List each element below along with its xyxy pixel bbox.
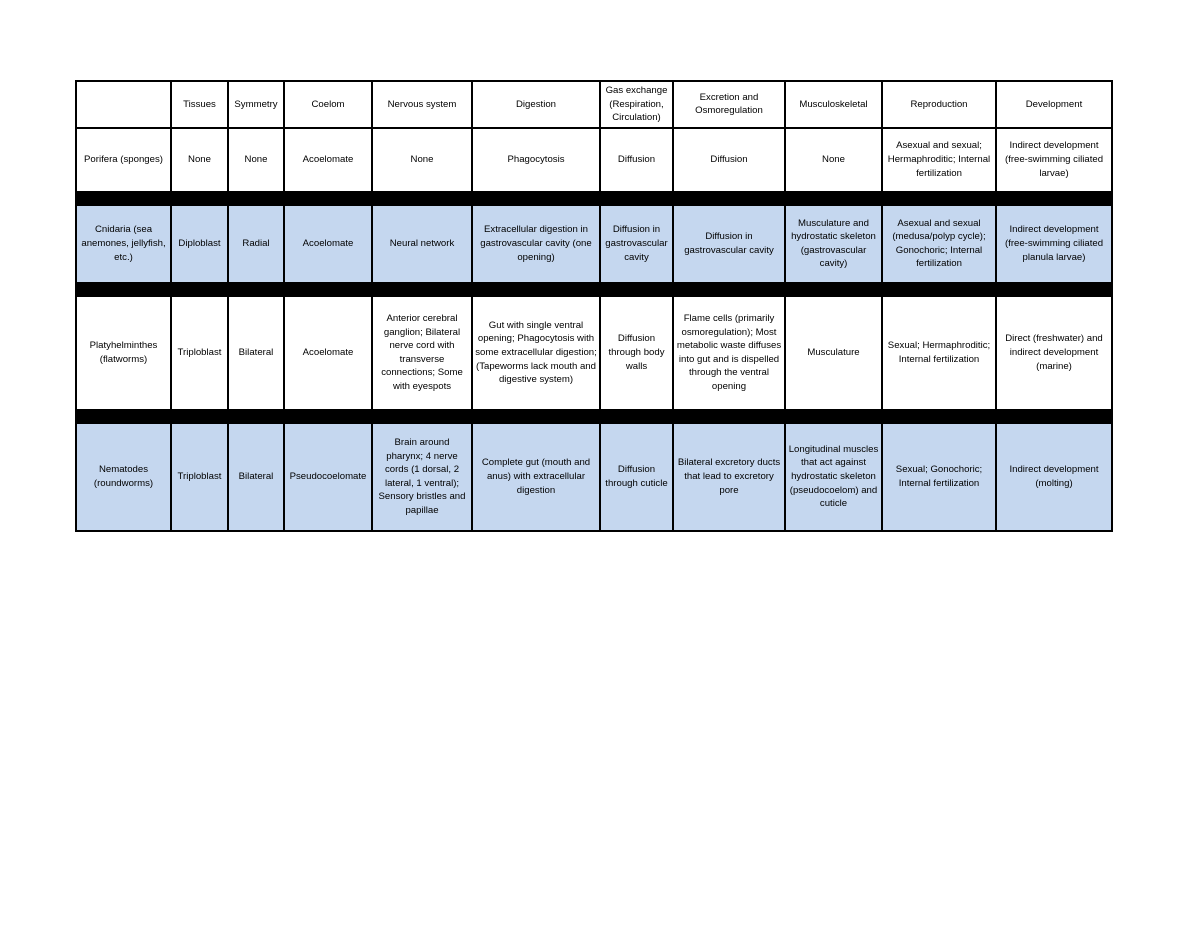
separator-bar <box>76 192 1112 205</box>
reproduction-cell: Sexual; Gonochoric; Internal fertilization <box>882 423 996 531</box>
header-cell-development: Development <box>996 81 1112 128</box>
excretion-cell: Diffusion in gastrovascular cavity <box>673 205 785 283</box>
gas-exchange-cell: Diffusion <box>600 128 673 192</box>
digestion-cell: Complete gut (mouth and anus) with extracellular digestion <box>472 423 600 531</box>
separator-row <box>76 192 1112 205</box>
separator-row <box>76 410 1112 423</box>
tissues-cell: Triploblast <box>171 423 228 531</box>
excretion-cell: Flame cells (primarily osmoregulation); Most metabolic waste diffuses into gut and is dispelled through the ventral opening <box>673 296 785 410</box>
gas-exchange-cell: Diffusion through body walls <box>600 296 673 410</box>
musculoskeletal-cell: Longitudinal muscles that act against hydrostatic skeleton (pseudocoelom) and cuticle <box>785 423 882 531</box>
nervous-system-cell: Neural network <box>372 205 472 283</box>
digestion-cell: Gut with single ventral opening; Phagocytosis with some extracellular digestion; (Tapeworms lack mouth and digestive system) <box>472 296 600 410</box>
header-cell-symmetry: Symmetry <box>228 81 284 128</box>
table-row-nematodes <box>76 423 1112 531</box>
separator-bar <box>76 283 1112 296</box>
tissues-cell: Diploblast <box>171 205 228 283</box>
symmetry-cell: Bilateral <box>228 296 284 410</box>
header-cell-reproduction: Reproduction <box>882 81 996 128</box>
table-row-cnidaria <box>76 205 1112 283</box>
excretion-cell: Diffusion <box>673 128 785 192</box>
digestion-cell: Phagocytosis <box>472 128 600 192</box>
musculoskeletal-cell: Musculature and hydrostatic skeleton (gastrovascular cavity) <box>785 205 882 283</box>
development-cell: Direct (freshwater) and indirect development (marine) <box>996 296 1112 410</box>
header-cell-tissues: Tissues <box>171 81 228 128</box>
row-label-cell: Porifera (sponges) <box>76 128 171 192</box>
row-label-cell: Platyhelminthes (flatworms) <box>76 296 171 410</box>
header-row <box>76 81 1112 128</box>
digestion-cell: Extracellular digestion in gastrovascular cavity (one opening) <box>472 205 600 283</box>
header-cell-gas-exchange: Gas exchange (Respiration, Circulation) <box>600 81 673 128</box>
coelom-cell: Acoelomate <box>284 296 372 410</box>
header-cell-nervous-system: Nervous system <box>372 81 472 128</box>
development-cell: Indirect development (free-swimming ciliated larvae) <box>996 128 1112 192</box>
nervous-system-cell: None <box>372 128 472 192</box>
development-cell: Indirect development (free-swimming ciliated planula larvae) <box>996 205 1112 283</box>
coelom-cell: Acoelomate <box>284 128 372 192</box>
gas-exchange-cell: Diffusion in gastrovascular cavity <box>600 205 673 283</box>
header-cell-musculoskeletal: Musculoskeletal <box>785 81 882 128</box>
row-label-cell: Nematodes (roundworms) <box>76 423 171 531</box>
excretion-cell: Bilateral excretory ducts that lead to excretory pore <box>673 423 785 531</box>
header-cell-digestion: Digestion <box>472 81 600 128</box>
symmetry-cell: Radial <box>228 205 284 283</box>
table-row-porifera <box>76 128 1112 192</box>
comparison-sheet <box>75 80 1111 532</box>
header-cell-blank <box>76 81 171 128</box>
musculoskeletal-cell: None <box>785 128 882 192</box>
phyla-comparison-table <box>75 80 1113 532</box>
symmetry-cell: None <box>228 128 284 192</box>
reproduction-cell: Asexual and sexual (medusa/polyp cycle); Gonochoric; Internal fertilization <box>882 205 996 283</box>
coelom-cell: Acoelomate <box>284 205 372 283</box>
musculoskeletal-cell: Musculature <box>785 296 882 410</box>
header-cell-excretion: Excretion and Osmoregulation <box>673 81 785 128</box>
separator-row <box>76 283 1112 296</box>
table-row-platyhelminthes <box>76 296 1112 410</box>
development-cell: Indirect development (molting) <box>996 423 1112 531</box>
row-label-cell: Cnidaria (sea anemones, jellyfish, etc.) <box>76 205 171 283</box>
nervous-system-cell: Anterior cerebral ganglion; Bilateral nerve cord with transverse connections; Some with eyespots <box>372 296 472 410</box>
reproduction-cell: Asexual and sexual; Hermaphroditic; Internal fertilization <box>882 128 996 192</box>
reproduction-cell: Sexual; Hermaphroditic; Internal fertilization <box>882 296 996 410</box>
coelom-cell: Pseudocoelomate <box>284 423 372 531</box>
nervous-system-cell: Brain around pharynx; 4 nerve cords (1 dorsal, 2 lateral, 1 ventral); Sensory bristles and papillae <box>372 423 472 531</box>
tissues-cell: Triploblast <box>171 296 228 410</box>
separator-bar <box>76 410 1112 423</box>
tissues-cell: None <box>171 128 228 192</box>
header-cell-coelom: Coelom <box>284 81 372 128</box>
symmetry-cell: Bilateral <box>228 423 284 531</box>
gas-exchange-cell: Diffusion through cuticle <box>600 423 673 531</box>
